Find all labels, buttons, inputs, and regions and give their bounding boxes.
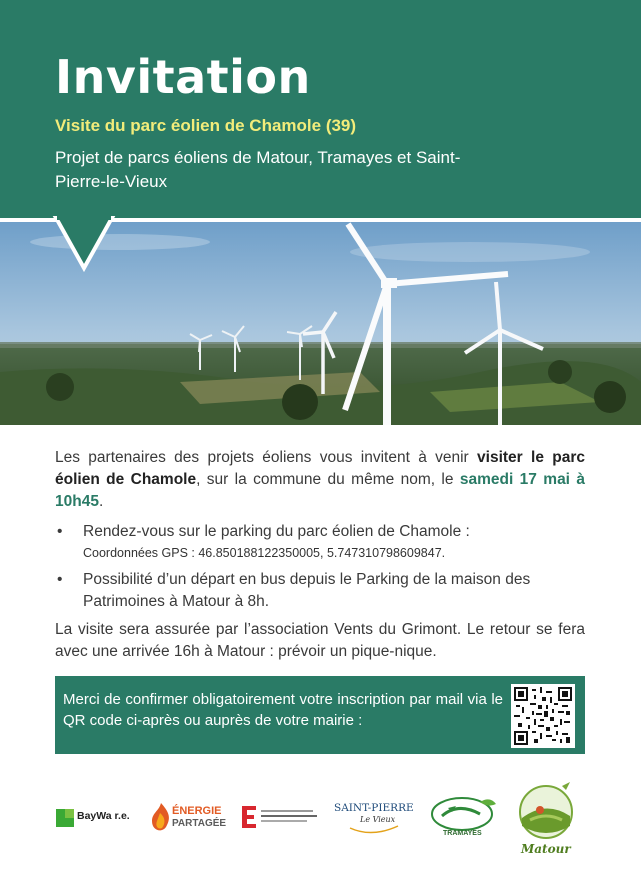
meeting-point-text: Rendez-vous sur le parking du parc éolien de Chamole : bbox=[83, 523, 470, 540]
bullet-icon: • bbox=[57, 523, 63, 540]
invitation-body bbox=[55, 447, 585, 663]
tramayes-logo bbox=[428, 794, 500, 840]
header-banner bbox=[0, 0, 641, 218]
intro-highlight-visit: visiter le parc éolien de Chamole bbox=[55, 449, 586, 488]
page-title: Invitation bbox=[55, 50, 311, 104]
matour-logo bbox=[516, 780, 578, 868]
intro-highlight-date: samedi 17 mai à 10h45 bbox=[55, 471, 585, 510]
intro-paragraph bbox=[55, 447, 585, 513]
ere-logo bbox=[240, 802, 320, 832]
energie-flame-icon bbox=[150, 803, 172, 833]
wind-turbine-photo bbox=[0, 222, 641, 425]
gps-coordinates: Coordonnées GPS : 46.850188122350005, 5.747310798609847. bbox=[83, 546, 446, 560]
energie-logo-text: ÉNERGIE bbox=[172, 805, 222, 817]
matour-logo-text: Matour bbox=[521, 842, 571, 856]
saint-pierre-sub-text: Le Vieux bbox=[360, 815, 396, 824]
baywa-logo-text: BayWa r.e. bbox=[77, 810, 130, 822]
list-item bbox=[55, 569, 585, 613]
partagee-logo-text: PARTAGÉE bbox=[172, 818, 227, 829]
ere-mark-icon bbox=[240, 802, 320, 832]
confirmation-text: Merci de confirmer obligatoirement votre inscription par mail via le QR code ci-après ou auprès de votre mairie : bbox=[63, 691, 503, 729]
intro-text-3: . bbox=[98, 493, 104, 510]
closing-paragraph: La visite sera assurée par l’association Vents du Grimont. Le retour se fera avec une arrivée 16h à Matour : prévoir un pique-nique. bbox=[55, 621, 585, 660]
baywa-logo bbox=[56, 806, 136, 830]
list-item bbox=[55, 521, 585, 563]
project-description: Projet de parcs éoliens de Matour, Tramayes et Saint-Pierre-le-Vieux bbox=[55, 148, 461, 191]
saint-pierre-logo bbox=[332, 798, 412, 838]
bullet-list bbox=[55, 521, 585, 613]
energie-partagee-logo bbox=[150, 798, 230, 838]
saint-pierre-swoosh-icon bbox=[332, 798, 412, 838]
partner-logos bbox=[0, 770, 641, 870]
tramayes-logo-text: TRAMAYES bbox=[443, 830, 482, 837]
confirmation-box bbox=[55, 676, 585, 754]
intro-text-1: Les partenaires des projets éoliens vous invitent à venir bbox=[55, 449, 478, 466]
bullet-icon: • bbox=[57, 571, 63, 588]
wind-farm-photo bbox=[0, 222, 641, 425]
event-subtitle: Visite du parc éolien de Chamole (39) bbox=[55, 116, 357, 135]
matour-emblem-icon bbox=[516, 780, 578, 846]
intro-text-2: , sur la commune du même nom, le bbox=[196, 471, 460, 488]
saint-pierre-logo-text: SAINT-PIERRE bbox=[334, 802, 414, 814]
qr-code-icon[interactable] bbox=[511, 684, 575, 748]
bus-departure-text: Possibilité d’un départ en bus depuis le Parking de la maison des Patrimoines à Matour à 8h. bbox=[83, 571, 531, 610]
baywa-mark-icon bbox=[56, 809, 74, 827]
